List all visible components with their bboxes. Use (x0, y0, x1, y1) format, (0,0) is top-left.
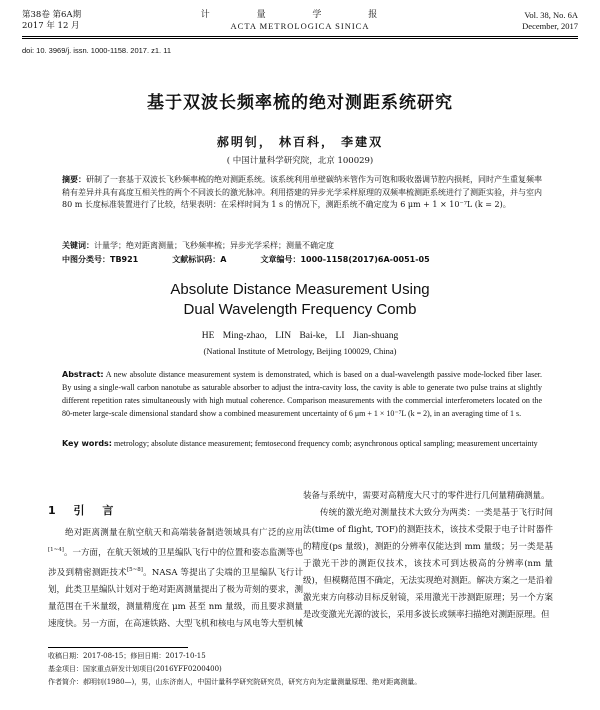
header-rule-bottom (22, 38, 578, 39)
article-number: 文章编号：1000-1158(2017)6A-0051-05 (260, 255, 430, 264)
abstract-en-label: Abstract: (62, 370, 104, 379)
body-right-column (303, 488, 553, 624)
classification-row (62, 254, 542, 265)
header-vol-no: Vol. 38, No. 6A (524, 10, 578, 20)
intro-paragraph-cont: 装备与系统中，需要对高精度大尺寸的零件进行几何量精确测量。 (303, 491, 550, 501)
keywords-en-text: metrology; absolute distance measurement; femtosecond frequency comb; asynchronous optical sampling; measurement uncertainty (114, 439, 538, 448)
title-en (0, 280, 600, 320)
keywords-en-label: Key words: (62, 439, 113, 448)
journal-title-cn: 计 量 学 报 (200, 10, 400, 20)
intro-text-a: 绝对距离测量在航空航天和高端装备制造领域具有广泛的应用 (65, 528, 303, 538)
footnote-fund: 基金项目：国家重点研发计划项目(2016YFF0200400) (48, 665, 222, 673)
abstract-cn-text: 研制了一套基于双波长飞秒频率梳的绝对测距系统。该系统利用单壁碳纳米管作为可饱和吸收器调节腔内损耗，同时产生重复频率稍有差异并具有高度互相关性的两个不同波长的激光脉冲。利用搭建的异步光学采样原理的双频率梳测距系统进行了测距实验，并与室内 80 m 长度标准装置进行了比较，结果表明：在采样时间为 1 s 的情况下，测距系统不确定度为 6 μm + 1 × 10⁻⁷L (k = 2)。 (62, 175, 542, 209)
doi: doi: 10. 3969/j. issn. 1000-1158. 2017. z1. 11 (22, 46, 171, 55)
header-volume: 第38卷 第6A期 (22, 10, 82, 20)
title-cn: 基于双波长频率梳的绝对测距系统研究 (147, 93, 453, 113)
keywords-cn-label: 关键词： (62, 241, 94, 250)
title-en-line1: Absolute Distance Measurement Using (170, 281, 430, 298)
abstract-cn-label: 摘要： (62, 175, 86, 184)
citation-1-4: [1~4] (48, 547, 64, 553)
header-date-en: December, 2017 (522, 21, 578, 31)
footnote-author: 作者简介：郝明钊(1980—)，男，山东济南人，中国计量科学研究院研究员，研究方向为定量测量原理、绝对距离测量。 (48, 678, 422, 686)
affiliation-en: (National Institute of Metrology, Beijing 100029, China) (203, 346, 397, 356)
footnote-received: 收稿日期：2017-08-15；修回日期：2017-10-15 (48, 652, 206, 660)
body-left-column (48, 494, 303, 633)
authors-cn: 郝明钊， 林百科， 李建双 (216, 135, 384, 149)
citation-5-8: [5~8] (126, 566, 143, 573)
abstract-en (62, 368, 542, 420)
section-heading-intro: 1 引 言 (48, 504, 114, 517)
clc-number: 中图分类号：TB921 (62, 255, 139, 264)
document-code: 文献标识码：A (172, 255, 227, 264)
abstract-cn (62, 174, 542, 212)
header-issue-info (522, 10, 578, 32)
intro-paragraph-1 (48, 525, 303, 633)
journal-title-en: ACTA METROLOGICA SINICA (230, 21, 370, 31)
intro-text-b: 。一方面，在航天领域的卫星编队飞行中的位置和姿态监测等也涉及到精密测距技术 (48, 547, 303, 578)
intro-text-c: 。NASA 等提出了尖端的卫星编队飞行计划，此类卫星编队计划对于绝对距离测量提出了极为苛刻的要求，测量范围在千米量级，测量精度在 μm 甚至 nm 量级，而且要求测量速度快。另一方面，在高速铁路、大型飞机和核电与风电等大型机械 (48, 567, 304, 629)
title-en-line2: Dual Wavelength Frequency Comb (183, 301, 417, 318)
authors-en: HE Ming-zhao, LIN Bai-ke, LI Jian-shuang (201, 331, 399, 341)
keywords-cn (62, 240, 542, 253)
header-rule-top (22, 36, 578, 37)
header-date-cn: 2017 年 12 月 (22, 21, 80, 31)
footnote-rule (48, 647, 188, 648)
affiliation-cn: ( 中国计量科学研究院，北京 100029) (226, 156, 374, 166)
keywords-cn-text: 计量学；绝对距离测量；飞秒频率梳；异步光学采样；测量不确定度 (94, 241, 334, 250)
header-journal (0, 10, 600, 32)
abstract-en-text: A new absolute distance measurement system is demonstrated, which is based on a dual-wavelength passive mode-locked fiber laser. By using a single-wall carbon nanotube as saturable absorber to adjust the intra-cavity loss, the cavity is able to generate two pulse trains at slightly different repetition rates simultaneously with high mutual coherence. Comparison measurements with the commercial interferometers located on the 80-meter large-scale dimensional standard show a combined measurement uncertainty of 6 μm + 1 × 10⁻⁷L (k = 2), in an averaging time of 1 s. (62, 370, 542, 418)
intro-paragraph-2: 传统的激光绝对测量技术大致分为两类：一类是基于飞行时间法(time of flight, TOF)的测距技术，该技术受限于电子计时器件的精度(ps 量级)，测距的分辨率仅能达到 mm 量级；另一类是基于激光干涉的测距仪技术，该技术可到达极高的分辨率(nm 量级)，但模糊范围不确定，无法实现绝对测距。解决方案之一是沿着激光束方向移动目标反射镜，采用激光干涉测距原理；另一个方案是改变激光光源的波长，采用多波长或频率扫描绝对测距原理。但 (303, 508, 553, 620)
keywords-en (62, 437, 542, 450)
